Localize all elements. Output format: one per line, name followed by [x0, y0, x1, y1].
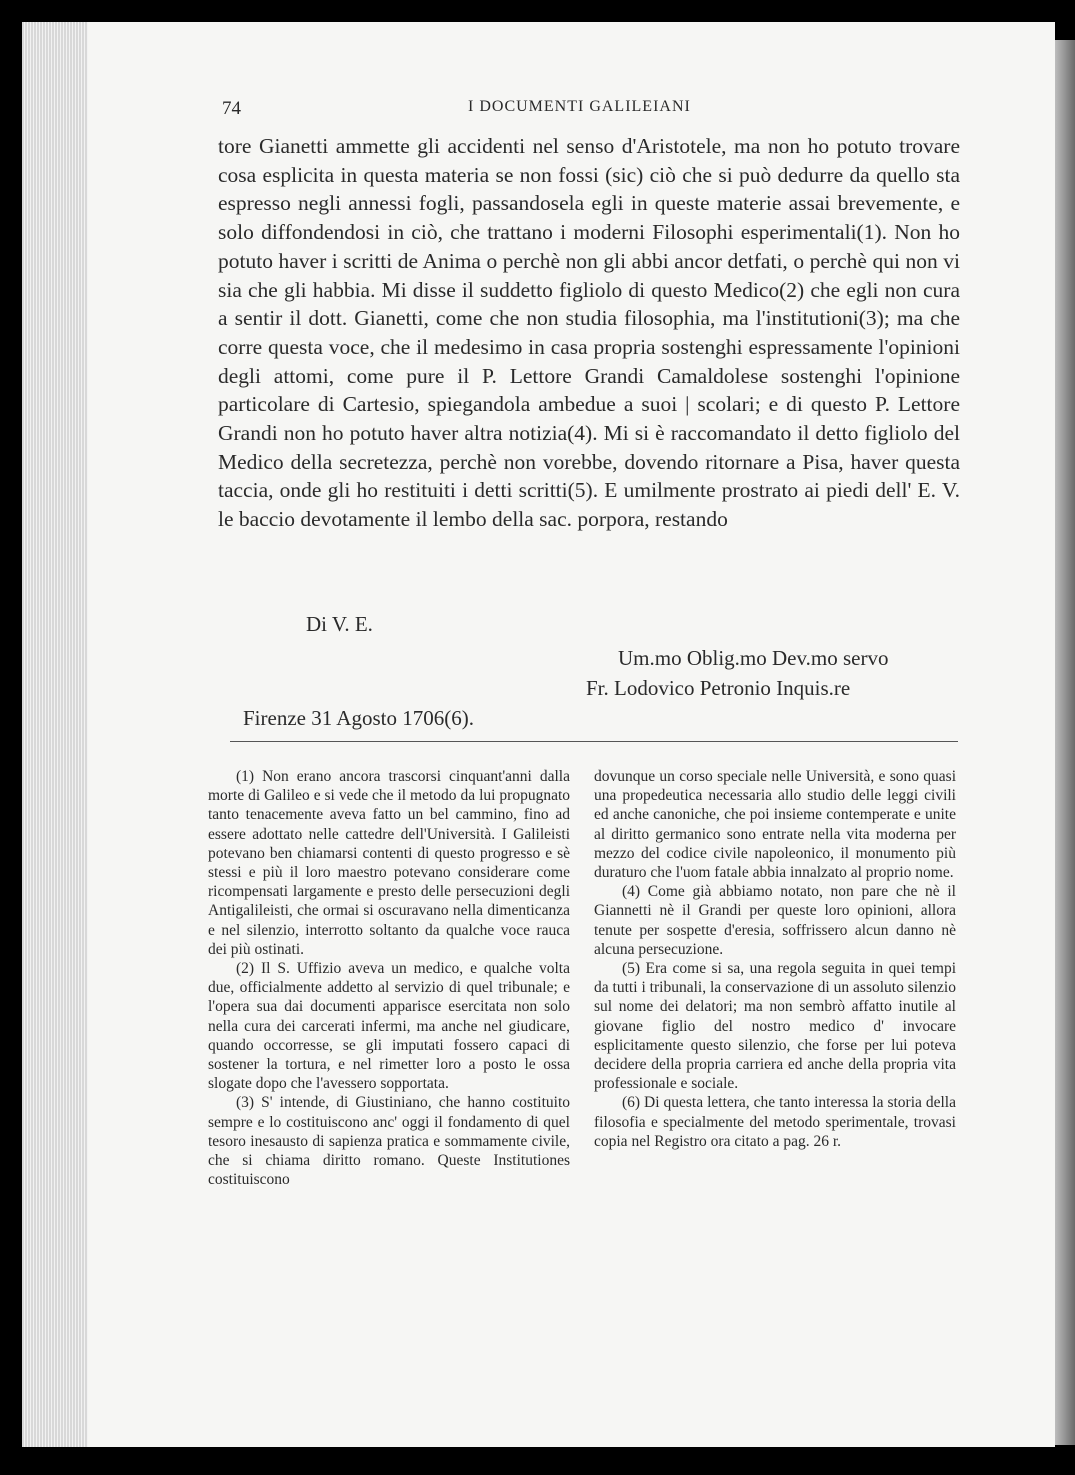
- salutation: Di V. E.: [306, 612, 373, 636]
- footnote-rule: [230, 741, 958, 742]
- footnote-6: (6) Di questa lettera, che tanto interessa la storia della filosofia e specialmente del metodo sperimentale, trovasi copia nel Registro ora citato a pag. 26 r.: [594, 1094, 956, 1150]
- footnote-3: (3) S' intende, di Giustiniano, che hanno costituito sempre e lo costituiscono anc' oggi il fondamento di quel tesoro inesausto di sapienza pratica e sommamente civile, che si chiama diritto romano. Queste Institutiones costituiscono: [208, 1094, 570, 1189]
- footnote-4: (4) Come già abbiamo notato, non pare che nè il Giannetti nè il Grandi per queste loro opinioni, allora tenute per sospette d'eresia, soffrissero alcun danno nè alcuna persecuzione.: [594, 883, 956, 958]
- footnote-3-continued: dovunque un corso speciale nelle Università, e sono quasi una propedeutica necessaria allo studio delle leggi civili ed anche canoniche, che poi insieme contemperate e unite al diritto germanico sono entrate nella vita moderna per mezzo del codice civile napoleonico, il monumento più duraturo che l'uom fatale abbia innalzato al proprio nome.: [594, 768, 956, 882]
- signature-line-2: Fr. Lodovico Petronio Inquis.re: [586, 676, 851, 700]
- book-binding-shadow: [1055, 40, 1075, 1445]
- place-date: Firenze 31 Agosto 1706(6).: [243, 706, 474, 730]
- footnotes-left-column: [208, 767, 570, 1189]
- signature-line-1: Um.mo Oblig.mo Dev.mo servo: [618, 646, 889, 670]
- running-title: I DOCUMENTI GALILEIANI: [468, 98, 691, 115]
- running-header: [88, 98, 1055, 122]
- body-paragraph: tore Gianetti ammette gli accidenti nel senso d'Aristotele, ma non ho potuto trovare cosa esplicita in questa materia se non fossi (sic) ciò che si può dedurre da quello sta espresso negli annessi fogli, passandosela egli in queste materie assai brevemente, e solo diffondendosi in ciò, che trattano i moderni Filosophi esperimentali(1). Non ho potuto haver i scritti de Anima o perchè non gli abbi ancor detfati, o perchè qui non vi sia che gli habbia. Mi disse il suddetto figliolo di questo Medico(2) che egli non cura a sentir il dott. Gianetti, come che non studia filosophia, ma l'institutioni(3); ma che corre questa voce, che il medesimo in casa propria sostenghi espressamente l'opinioni degli attomi, come pure il P. Lettore Grandi Camaldolese sostenghi l'opinione particolare di Cartesio, spiegandola ambedue a suoi | scolari; e di questo P. Lettore Grandi non ho potuto haver altra notizia(4). Mi si è raccomandato il detto figliolo del Medico della secretezza, perchè non vorebbe, dovendo ritornare a Pisa, haver questa taccia, onde gli ho restituiti i detti scritti(5). E umilmente prostrato ai piedi dell' E. V. le baccio devotamente il lembo della sac. porpora, restando: [218, 134, 960, 532]
- footnote-5: (5) Era come si sa, una regola seguita in quei tempi da tutti i tribunali, la conservazione di un assoluto silenzio sul nome dei delatori; ma non sembrò affatto inutile al giovane figlio del nostro medico d' invocare esplicitamente questo silenzio, che forse per lui poteva decidere della propria carriera ed anche della propria vita professionale e sociale.: [594, 960, 956, 1093]
- book-page-edges: [22, 22, 90, 1447]
- book-page: [88, 22, 1055, 1447]
- page-number: 74: [222, 98, 241, 119]
- footnote-1: (1) Non erano ancora trascorsi cinquant'anni dalla morte di Galileo e si vede che il metodo da lui propugnato tanto tenacemente aveva fatto un bel cammino, fino ad essere adottato nelle cattedre dell'Università. I Galileisti potevano ben chiamarsi contenti di questo progresso e sè stessi e più il loro maestro potevano considerare come ricompensati largamente e presto delle persecuzioni degli Antigalileisti, che ormai si oscuravano nella dimenticanza e nel silenzio, interrotto soltanto da qualche voce rauca dei più ostinati.: [208, 768, 570, 958]
- footnotes-right-column: [594, 767, 956, 1151]
- letter-body: [218, 132, 960, 534]
- footnote-2: (2) Il S. Uffizio aveva un medico, e qualche volta due, officialmente addetto al servizio di quel tribunale; e l'opera sua dai documenti apparisce esercitata non solo nella cura dei carcerati infermi, ma anche nel giudicare, quando occorresse, se gli imputati fossero capaci di sostener la tortura, e nel rimetter loro a posto le ossa slogate dopo che l'avessero sopportata.: [208, 960, 570, 1093]
